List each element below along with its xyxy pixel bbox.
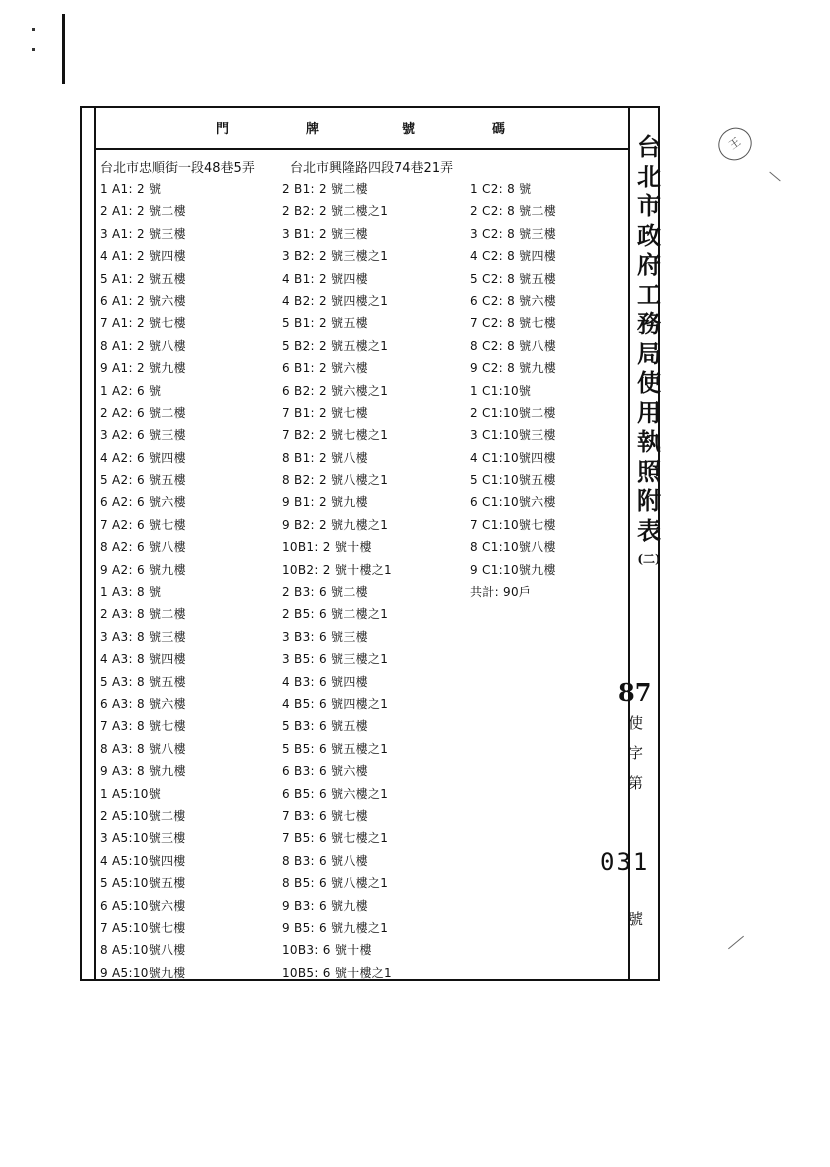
permit-number: 87 — [618, 678, 652, 707]
address-entry: 5 A1: 2 號五樓 — [100, 271, 186, 286]
scan-speck — [32, 48, 35, 51]
title-char: (二) — [637, 552, 661, 566]
address-entry: 4 B2: 2 號四樓之1 — [282, 293, 389, 308]
title-char: 務 — [637, 309, 661, 338]
address-entry: 7 C1:10號七樓 — [470, 517, 556, 532]
address-entry: 9 A5:10號九樓 — [100, 965, 186, 980]
address-entry: 8 B3: 6 號八樓 — [282, 853, 368, 868]
address-entry: 3 B5: 6 號三樓之1 — [282, 652, 389, 667]
title-char: 台 — [637, 132, 661, 161]
address-entry: 6 B2: 2 號六樓之1 — [282, 383, 389, 398]
title-char: 使 — [637, 368, 661, 397]
address-entry: 9 A1: 2 號九樓 — [100, 361, 186, 376]
address-entry: 1 A2: 6 號 — [100, 383, 162, 398]
address-entry: 7 A3: 8 號七樓 — [100, 719, 186, 734]
address-entry: 4 A2: 6 號四樓 — [100, 450, 186, 465]
address-entry: 5 B2: 2 號五樓之1 — [282, 338, 389, 353]
address-entry: 5 B5: 6 號五樓之1 — [282, 741, 389, 756]
title-char: 政 — [637, 220, 661, 250]
address-entry: 5 A5:10號五樓 — [100, 876, 186, 891]
address-entry: 2 B5: 6 號二樓之1 — [282, 607, 389, 622]
address-entry: 共計: 90戶 — [470, 585, 532, 600]
address-entry: 6 C2: 8 號六樓 — [470, 293, 557, 308]
address-entry: 6 B1: 2 號六樓 — [282, 361, 368, 376]
address-entry: 10B2: 2 號十樓之1 — [282, 562, 392, 577]
address-entry: 7 B3: 6 號七樓 — [282, 808, 368, 823]
address-entry: 5 C1:10號五樓 — [470, 473, 556, 488]
address-entry: 3 B3: 6 號三樓 — [282, 629, 368, 644]
address-entry: 2 B2: 2 號二樓之1 — [282, 204, 389, 219]
address-entry: 10B1: 2 號十樓 — [282, 540, 372, 555]
address-entry: 5 B3: 6 號五樓 — [282, 719, 368, 734]
address-entry: 2 A3: 8 號二樓 — [100, 607, 186, 622]
address-entry: 3 C2: 8 號三樓 — [470, 226, 557, 241]
title-char: 府 — [637, 250, 661, 279]
address-entry: 3 C1:10號三樓 — [470, 428, 556, 443]
document-title — [634, 132, 664, 575]
address-entry: 3 B2: 2 號三樓之1 — [282, 249, 389, 264]
header-char: 牌 — [306, 122, 320, 137]
address-entry: 2 A1: 2 號二樓 — [100, 204, 186, 219]
address-entry: 8 B2: 2 號八樓之1 — [282, 473, 389, 488]
address-entry: 7 B1: 2 號七樓 — [282, 405, 368, 420]
address-entry: 3 A3: 8 號三樓 — [100, 629, 186, 644]
address-entry: 4 C2: 8 號四樓 — [470, 249, 557, 264]
address-entry: 9 C2: 8 號九樓 — [470, 361, 557, 376]
address-entry: 2 C2: 8 號二樓 — [470, 204, 557, 219]
address-entry: 6 A5:10號六樓 — [100, 898, 186, 913]
address-entry: 1 C2: 8 號 — [470, 182, 532, 196]
title-char: 工 — [637, 279, 661, 309]
header-char: 門 — [216, 122, 230, 137]
address-entry: 4 B5: 6 號四樓之1 — [282, 696, 389, 711]
address-entry: 1 A5:10號 — [100, 786, 162, 801]
sequence-number: 031 — [600, 848, 650, 876]
permit-word-char: 使 — [628, 714, 644, 732]
address-entry: 8 B1: 2 號八樓 — [282, 450, 368, 465]
header-char: 碼 — [492, 122, 506, 137]
address-entry: 6 B5: 6 號六樓之1 — [282, 786, 389, 801]
address-entry: 2 A5:10號二樓 — [100, 808, 186, 823]
address-entry: 7 C2: 8 號七樓 — [470, 316, 557, 331]
address-entry: 9 B5: 6 號九樓之1 — [282, 920, 389, 935]
address-column-a — [100, 178, 186, 984]
address-entry: 8 C2: 8 號八樓 — [470, 338, 557, 353]
address-entry: 1 A1: 2 號 — [100, 182, 162, 196]
permit-word-char: 字 — [628, 744, 644, 762]
address-entry: 7 A2: 6 號七樓 — [100, 517, 186, 532]
address-entry: 5 C2: 8 號五樓 — [470, 271, 557, 286]
address-entry: 9 B3: 6 號九樓 — [282, 898, 368, 913]
title-char: 市 — [637, 191, 661, 220]
header-divider — [94, 148, 630, 150]
address-entry: 6 C1:10號六樓 — [470, 495, 556, 510]
address-entry: 8 C1:10號八樓 — [470, 540, 556, 555]
address-entry: 2 B3: 6 號二樓 — [282, 585, 368, 600]
address-entry: 8 A3: 8 號八樓 — [100, 741, 186, 756]
address-entry: 3 B1: 2 號三樓 — [282, 226, 368, 241]
title-char: 局 — [637, 338, 661, 368]
address-entry: 9 A2: 6 號九樓 — [100, 562, 186, 577]
title-char: 執 — [637, 427, 661, 456]
address-entry: 1 C1:10號 — [470, 383, 532, 398]
address-entry: 6 A3: 8 號六樓 — [100, 696, 186, 711]
address-entry: 9 B1: 2 號九樓 — [282, 495, 368, 510]
address-entry: 5 A3: 8 號五樓 — [100, 674, 186, 689]
address-entry: 4 C1:10號四樓 — [470, 450, 556, 465]
address-entry: 4 B1: 2 號四樓 — [282, 271, 368, 286]
permit-word-char: 第 — [628, 774, 644, 792]
address-entry: 9 A3: 8 號九樓 — [100, 764, 186, 779]
address-entry: 10B3: 6 號十樓 — [282, 943, 372, 958]
address-entry: 6 A1: 2 號六樓 — [100, 293, 186, 308]
address-entry: 7 A1: 2 號七樓 — [100, 316, 186, 331]
address-entry: 8 A1: 2 號八樓 — [100, 338, 186, 353]
address-entry: 1 A3: 8 號 — [100, 585, 162, 600]
address-entry: 5 B1: 2 號五樓 — [282, 316, 368, 331]
address-column-c — [470, 178, 556, 603]
address-entry: 9 C1:10號九樓 — [470, 562, 556, 577]
street-name-right: 台北市興隆路四段74巷21弄 — [290, 161, 454, 176]
table-header — [94, 112, 630, 144]
scan-speck — [32, 28, 35, 31]
scan-mark — [769, 172, 780, 182]
address-entry: 4 B3: 6 號四樓 — [282, 674, 368, 689]
address-entry: 2 B1: 2 號二樓 — [282, 182, 368, 196]
title-char: 表 — [637, 515, 661, 545]
title-char: 附 — [637, 486, 661, 515]
title-char: 用 — [637, 397, 661, 427]
address-entry: 3 A1: 2 號三樓 — [100, 226, 186, 241]
address-entry: 6 B3: 6 號六樓 — [282, 764, 368, 779]
address-entry: 7 B5: 6 號七樓之1 — [282, 831, 389, 846]
address-entry: 4 A1: 2 號四樓 — [100, 249, 186, 264]
title-char: 照 — [637, 456, 661, 486]
address-entry: 2 C1:10號二樓 — [470, 405, 556, 420]
address-entry: 5 A2: 6 號五樓 — [100, 473, 186, 488]
title-char: 北 — [637, 161, 661, 191]
address-entry: 3 A5:10號三樓 — [100, 831, 186, 846]
scan-margin-line — [62, 14, 65, 84]
address-entry: 2 A2: 6 號二樓 — [100, 405, 186, 420]
address-entry: 8 A5:10號八樓 — [100, 943, 186, 958]
address-entry: 4 A5:10號四樓 — [100, 853, 186, 868]
address-entry: 6 A2: 6 號六樓 — [100, 495, 186, 510]
address-entry: 10B5: 6 號十樓之1 — [282, 965, 392, 980]
header-char: 號 — [402, 122, 416, 137]
seal-stamp: 王 — [712, 121, 758, 167]
address-entry: 8 A2: 6 號八樓 — [100, 540, 186, 555]
hao-char: 號 — [628, 910, 644, 928]
address-entry: 8 B5: 6 號八樓之1 — [282, 876, 389, 891]
scan-mark — [728, 936, 744, 950]
address-entry: 9 B2: 2 號九樓之1 — [282, 517, 389, 532]
street-name-left: 台北市忠順街一段48巷5弄 — [100, 161, 255, 176]
address-entry: 7 A5:10號七樓 — [100, 920, 186, 935]
address-column-b — [282, 178, 392, 984]
address-entry: 3 A2: 6 號三樓 — [100, 428, 186, 443]
address-entry: 7 B2: 2 號七樓之1 — [282, 428, 389, 443]
address-entry: 4 A3: 8 號四樓 — [100, 652, 186, 667]
